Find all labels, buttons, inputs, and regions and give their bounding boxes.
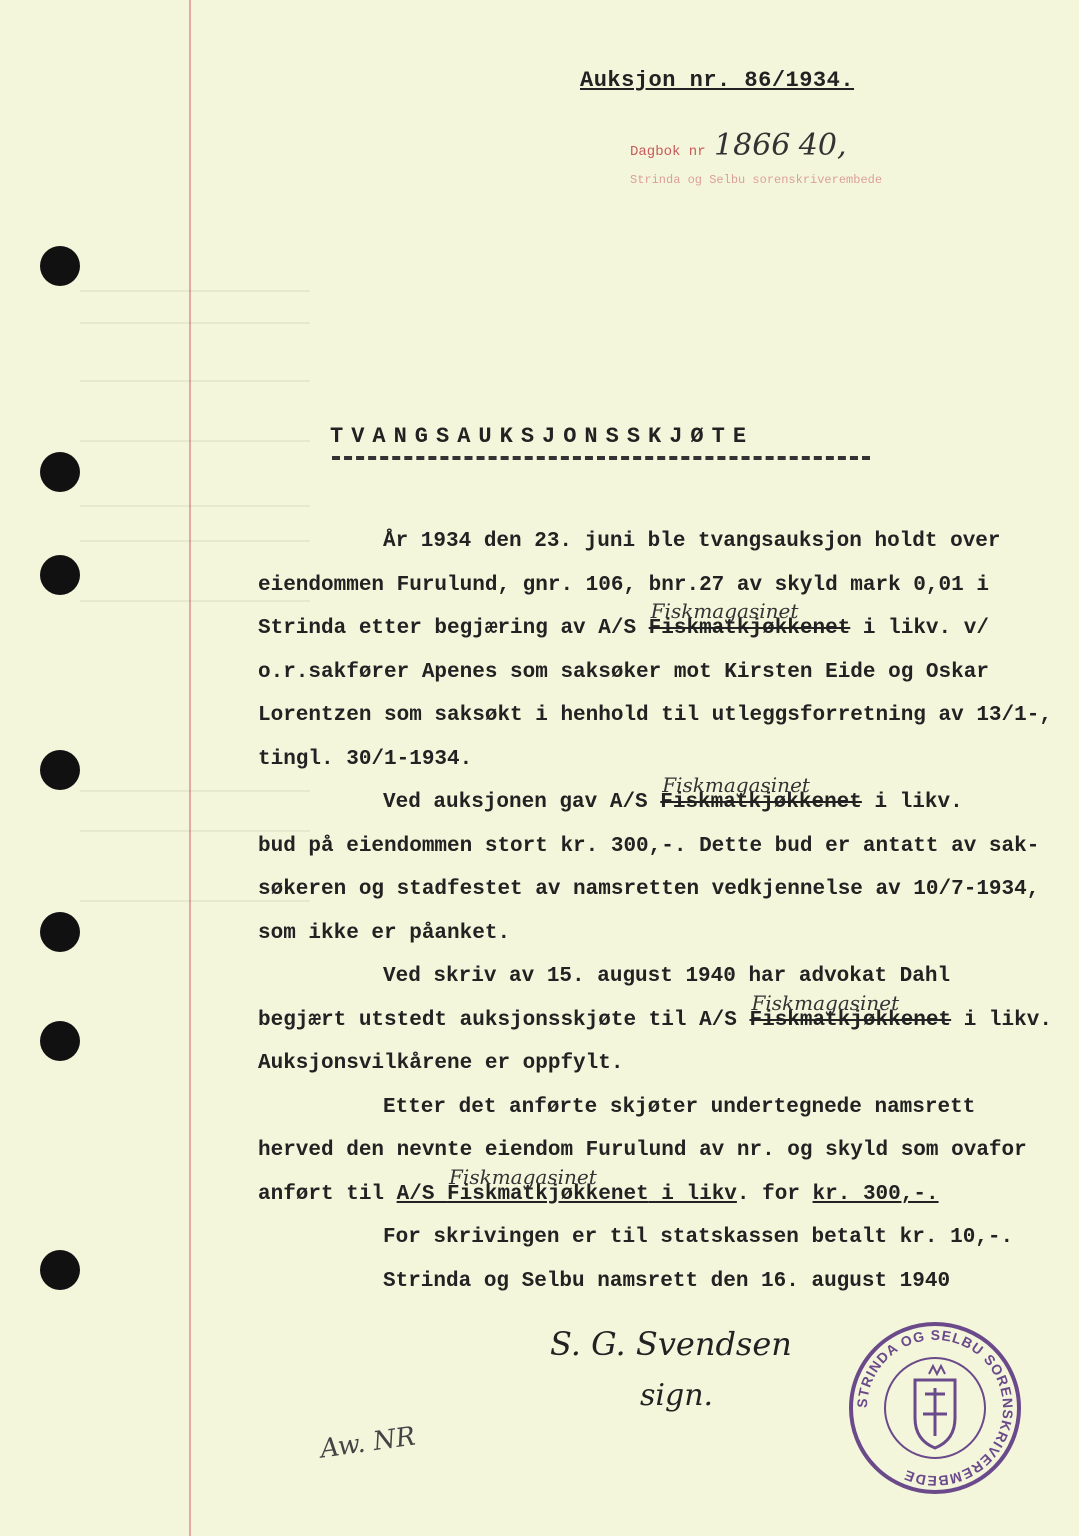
body-line: Ved skriv av 15. august 1940 har advokat Dahl	[383, 965, 951, 988]
document-body	[258, 520, 1052, 1303]
bleed-through	[80, 505, 310, 507]
handwritten-insertion: Fiskmagasinet	[650, 599, 799, 623]
body-line: Strinda etter begjæring av A/S Fiskmatkjøkkenet Fiskmagasinet i likv. v/	[258, 607, 1048, 651]
body-line: År 1934 den 23. juni ble tvangsauksjon holdt over	[383, 530, 1001, 553]
stamp-label: Dagbok nr	[630, 144, 706, 160]
handwritten-insertion: Fiskmagasinet	[449, 1164, 597, 1189]
auction-number: Auksjon nr. 86/1934.	[580, 68, 855, 93]
stamp-office: Strinda og Selbu sorenskriverembede	[630, 173, 883, 187]
official-seal	[845, 1318, 1025, 1498]
struck-word: Fiskmatkjøkkenet Fiskmagasinet	[447, 1183, 649, 1206]
punch-hole	[40, 1250, 80, 1290]
body-line: For skrivingen er til statskassen betalt kr. 10,-.	[383, 1226, 1014, 1249]
body-line: søkeren og stadfestet av namsretten vedkjennelse av 10/7-1934,	[258, 878, 1040, 901]
journal-stamp	[630, 128, 883, 194]
stamp-year: 40,	[798, 128, 847, 163]
punch-hole	[40, 452, 80, 492]
body-line: som ikke er påanket.	[258, 921, 511, 945]
body-line: anført til A/S Fiskmatkjøkkenet Fiskmagasinet i likv. for kr. 300,-.	[258, 1173, 1048, 1217]
body-line: Auksjonsvilkårene er oppfylt.	[258, 1052, 624, 1075]
handwritten-initials: Aw. NR	[318, 1421, 418, 1465]
body-line: Lorentzen som saksøkt i henhold til utleggsforretning av 13/1-,	[258, 704, 1052, 727]
stamp-number: 1866	[714, 128, 791, 163]
bleed-through	[80, 322, 310, 324]
punch-hole	[40, 246, 80, 286]
punch-hole	[40, 750, 80, 790]
signature-name: S. G. Svendsen	[550, 1325, 792, 1363]
body-line: o.r.sakfører Apenes som saksøker mot Kirsten Eide og Oskar	[258, 660, 989, 684]
handwritten-insertion: Fiskmagasinet	[751, 990, 900, 1015]
body-line: eiendommen Furulund, gnr. 106, bnr.27 av skyld mark 0,01 i	[258, 573, 989, 597]
body-line: Etter det anførte skjøter undertegnede namsrett	[383, 1095, 976, 1119]
margin-line	[189, 0, 191, 1536]
body-line: herved den nevnte eiendom Furulund av nr. og skyld som ovafor	[258, 1139, 1027, 1162]
title-underline	[332, 456, 870, 460]
seal-text: STRINDA OG SELBU SORENSKRIVEREMBEDE	[853, 1326, 1017, 1490]
signature-sign: sign.	[640, 1378, 714, 1413]
struck-word: Fiskmatkjøkkenet Fiskmagasinet	[649, 617, 851, 640]
bleed-through	[80, 290, 310, 292]
body-line: tingl. 30/1-1934.	[258, 747, 473, 771]
body-line: bud på eiendommen stort kr. 300,-. Dette bud er antatt av sak-	[258, 834, 1040, 858]
bleed-through	[80, 380, 310, 382]
body-line: Strinda og Selbu namsrett den 16. august 1940	[383, 1269, 951, 1293]
punch-hole	[40, 1021, 80, 1061]
handwritten-insertion: Fiskmagasinet	[662, 773, 810, 797]
punch-hole	[40, 912, 80, 952]
struck-word: Fiskmatkjøkkenet Fiskmagasinet	[660, 791, 862, 814]
body-line: begjært utstedt auksjonsskjøte til A/S Fiskmatkjøkkenet Fiskmagasinet i likv.	[258, 999, 1048, 1043]
struck-word: Fiskmatkjøkkenet Fiskmagasinet	[749, 1009, 951, 1032]
punch-hole	[40, 555, 80, 595]
bleed-through	[80, 440, 310, 442]
body-line: Ved auksjonen gav A/S Fiskmatkjøkkenet Fiskmagasinet i likv.	[258, 781, 1048, 825]
document-title: TVANGSAUKSJONSSKJØTE	[330, 424, 755, 449]
